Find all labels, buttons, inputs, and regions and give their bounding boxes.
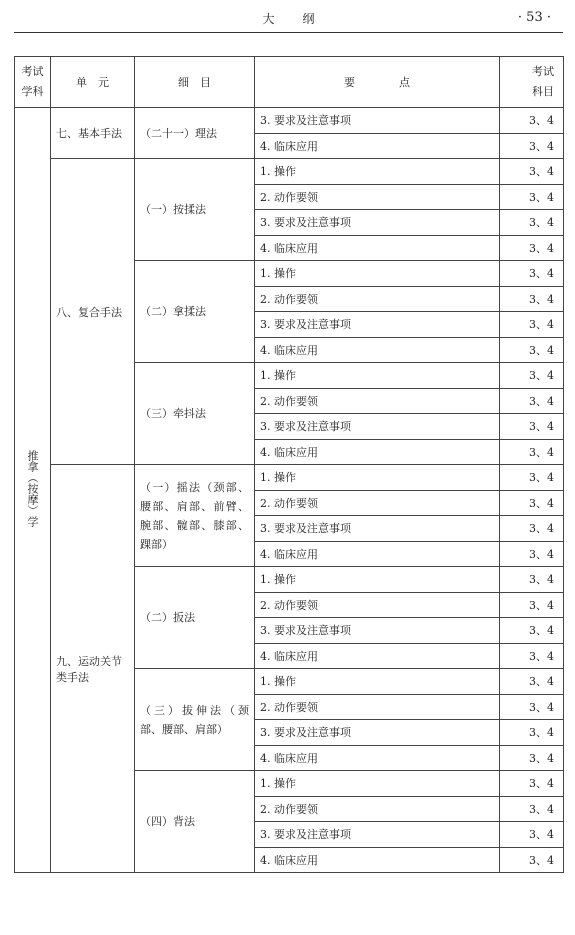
exam-level-cell: 3、4 [500,516,564,542]
detail-cell: （三）拔伸法（颈部、腰部、肩部） [135,669,255,771]
exam-level-cell: 3、4 [500,490,564,516]
point-cell: 2. 动作要领 [255,796,500,822]
exam-level-cell: 3、4 [500,694,564,720]
point-cell: 4. 临床应用 [255,541,500,567]
exam-level-cell: 3、4 [500,541,564,567]
header-unit: 单 元 [51,57,135,108]
point-cell: 1. 操作 [255,771,500,797]
point-cell: 4. 临床应用 [255,847,500,873]
detail-cell: （二十一）理法 [135,108,255,159]
exam-level-cell: 3、4 [500,261,564,287]
exam-level-cell: 3、4 [500,184,564,210]
exam-level-cell: 3、4 [500,133,564,159]
point-cell: 1. 操作 [255,159,500,185]
point-cell: 4. 临床应用 [255,745,500,771]
exam-level-cell: 3、4 [500,414,564,440]
point-cell: 4. 临床应用 [255,337,500,363]
point-cell: 1. 操作 [255,669,500,695]
exam-level-cell: 3、4 [500,363,564,389]
detail-cell: （三）牵抖法 [135,363,255,465]
point-cell: 2. 动作要领 [255,184,500,210]
exam-level-cell: 3、4 [500,822,564,848]
page-number: · 53 · [517,10,551,25]
point-cell: 4. 临床应用 [255,643,500,669]
point-cell: 3. 要求及注意事项 [255,210,500,236]
point-cell: 3. 要求及注意事项 [255,414,500,440]
point-cell: 3. 要求及注意事项 [255,312,500,338]
header-subject: 考试 学科 [15,57,51,108]
table-header-row [15,57,564,108]
header-level: 考试 科目 [500,57,564,108]
subject-cell [15,108,51,873]
point-cell: 1. 操作 [255,465,500,491]
point-cell: 3. 要求及注意事项 [255,720,500,746]
exam-level-cell: 3、4 [500,567,564,593]
exam-level-cell: 3、4 [500,847,564,873]
exam-level-cell: 3、4 [500,312,564,338]
table-row [15,159,564,185]
exam-level-cell: 3、4 [500,745,564,771]
exam-level-cell: 3、4 [500,388,564,414]
syllabus-table [14,56,564,873]
exam-level-cell: 3、4 [500,286,564,312]
exam-level-cell: 3、4 [500,643,564,669]
detail-cell: （二）扳法 [135,567,255,669]
point-cell: 2. 动作要领 [255,490,500,516]
exam-level-cell: 3、4 [500,618,564,644]
point-cell: 2. 动作要领 [255,286,500,312]
detail-cell: （四）背法 [135,771,255,873]
unit-cell: 八、复合手法 [51,159,135,465]
point-cell: 1. 操作 [255,261,500,287]
point-cell: 4. 临床应用 [255,235,500,261]
point-cell: 3. 要求及注意事项 [255,516,500,542]
point-cell: 2. 动作要领 [255,592,500,618]
exam-level-cell: 3、4 [500,720,564,746]
header-detail: 细 目 [135,57,255,108]
table-row [15,108,564,134]
exam-level-cell: 3、4 [500,592,564,618]
exam-level-cell: 3、4 [500,337,564,363]
point-cell: 4. 临床应用 [255,133,500,159]
point-cell: 3. 要求及注意事项 [255,108,500,134]
exam-level-cell: 3、4 [500,108,564,134]
running-title: 大纲 [262,12,343,26]
exam-level-cell: 3、4 [500,796,564,822]
point-cell: 3. 要求及注意事项 [255,618,500,644]
point-cell: 1. 操作 [255,363,500,389]
header-points: 要 点 [255,57,500,108]
exam-level-cell: 3、4 [500,235,564,261]
exam-level-cell: 3、4 [500,159,564,185]
exam-level-cell: 3、4 [500,771,564,797]
detail-cell: （一）按揉法 [135,159,255,261]
detail-cell: （二）拿揉法 [135,261,255,363]
table-row [15,465,564,491]
page-header [14,0,563,33]
exam-level-cell: 3、4 [500,465,564,491]
point-cell: 2. 动作要领 [255,694,500,720]
point-cell: 4. 临床应用 [255,439,500,465]
unit-cell: 七、基本手法 [51,108,135,159]
detail-cell: （一）摇法（颈部、腰部、肩部、前臂、腕部、髋部、膝部、踝部） [135,465,255,567]
exam-level-cell: 3、4 [500,210,564,236]
subject-label: 推拿（按摩）学 [26,450,39,527]
exam-level-cell: 3、4 [500,669,564,695]
unit-cell: 九、运动关节类手法 [51,465,135,873]
point-cell: 3. 要求及注意事项 [255,822,500,848]
point-cell: 1. 操作 [255,567,500,593]
point-cell: 2. 动作要领 [255,388,500,414]
exam-level-cell: 3、4 [500,439,564,465]
